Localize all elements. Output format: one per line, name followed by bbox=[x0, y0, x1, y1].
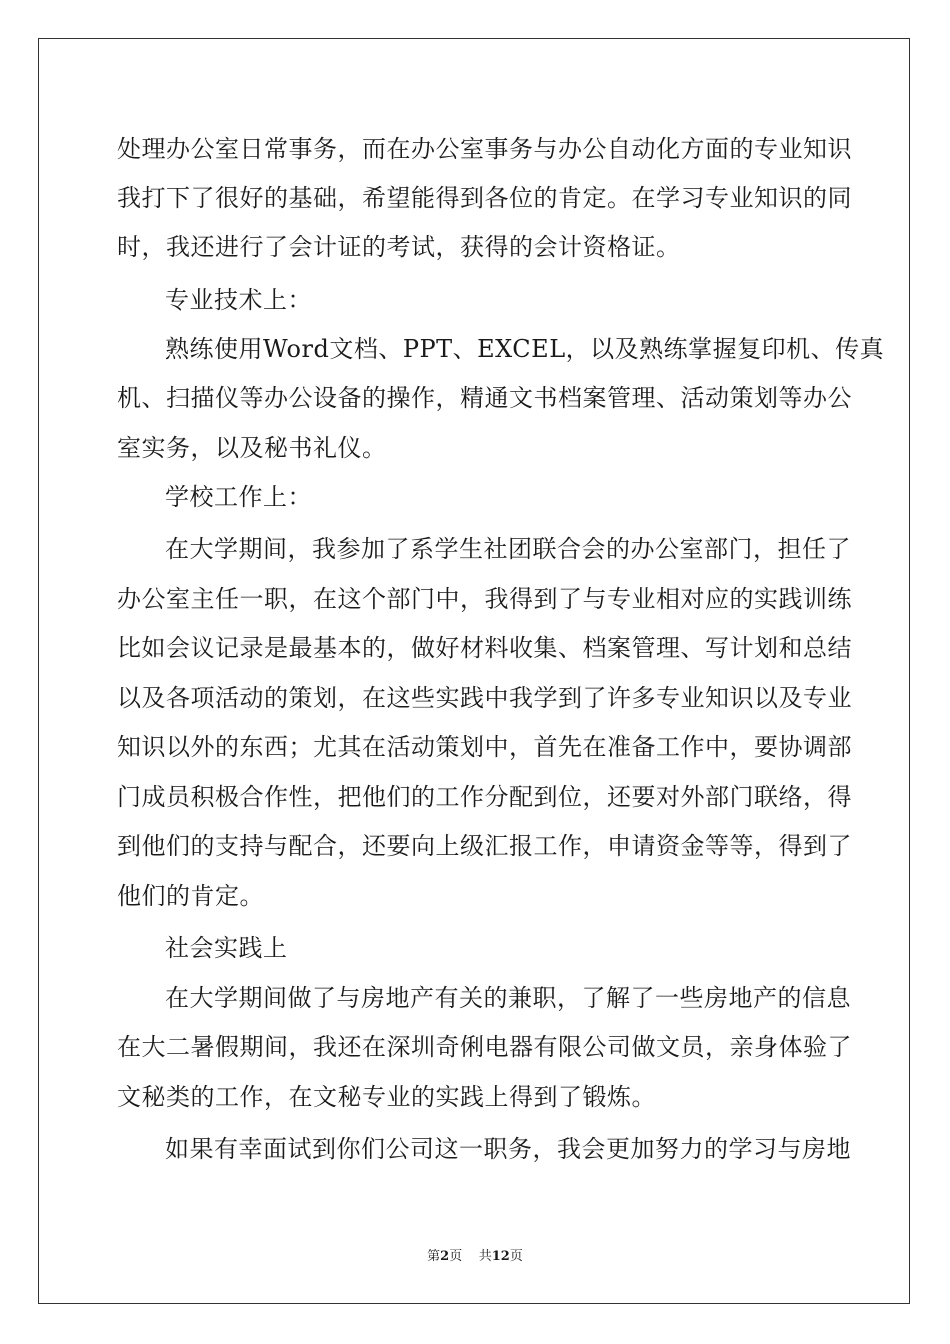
page-footer bbox=[0, 1245, 950, 1264]
page-prefix: 第 bbox=[427, 1249, 441, 1264]
body-line: 比如会议记录是最基本的，做好材料收集、档案管理、写计划和总结 bbox=[117, 634, 852, 662]
total-unit: 页 bbox=[509, 1249, 523, 1264]
body-line: 到他们的支持与配合，还要向上级汇报工作，申请资金等等，得到了 bbox=[117, 832, 852, 860]
body-line: 处理办公室日常事务，而在办公室事务与办公自动化方面的专业知识 bbox=[117, 135, 852, 163]
body-line: 知识以外的东西；尤其在活动策划中，首先在准备工作中，要协调部 bbox=[117, 733, 852, 761]
body-line: 熟练使用Word文档、PPT、EXCEL，以及熟练掌握复印机、传真 bbox=[165, 335, 885, 363]
body-line: 办公室主任一职，在这个部门中，我得到了与专业相对应的实践训练 bbox=[117, 585, 852, 613]
body-line: 文秘类的工作，在文秘专业的实践上得到了锻炼。 bbox=[117, 1083, 656, 1111]
body-line: 时，我还进行了会计证的考试，获得的会计资格证。 bbox=[117, 233, 681, 261]
total-pages: 12 bbox=[491, 1249, 510, 1264]
body-line: 他们的肯定。 bbox=[117, 882, 264, 910]
body-line: 以及各项活动的策划，在这些实践中我学到了许多专业知识以及专业 bbox=[117, 684, 852, 712]
page-number: 2 bbox=[440, 1249, 450, 1264]
section-heading: 社会实践上 bbox=[165, 934, 288, 962]
section-heading: 学校工作上： bbox=[165, 483, 312, 511]
body-line: 如果有幸面试到你们公司这一职务，我会更加努力的学习与房地 bbox=[165, 1135, 851, 1163]
section-heading: 专业技术上： bbox=[165, 286, 312, 314]
body-line: 机、扫描仪等办公设备的操作，精通文书档案管理、活动策划等办公 bbox=[117, 384, 852, 412]
page-unit: 页 bbox=[449, 1249, 463, 1264]
body-line: 门成员积极合作性，把他们的工作分配到位，还要对外部门联络，得 bbox=[117, 783, 852, 811]
body-line: 在大学期间，我参加了系学生社团联合会的办公室部门，担任了 bbox=[165, 535, 851, 563]
body-line: 在大二暑假期间，我还在深圳奇俐电器有限公司做文员，亲身体验了 bbox=[117, 1033, 852, 1061]
body-line: 室实务，以及秘书礼仪。 bbox=[117, 434, 387, 462]
total-prefix: 共 bbox=[478, 1249, 492, 1264]
page-border bbox=[38, 38, 910, 1304]
body-line: 我打下了很好的基础，希望能得到各位的肯定。在学习专业知识的同 bbox=[117, 184, 852, 212]
body-line: 在大学期间做了与房地产有关的兼职，了解了一些房地产的信息 bbox=[165, 984, 851, 1012]
